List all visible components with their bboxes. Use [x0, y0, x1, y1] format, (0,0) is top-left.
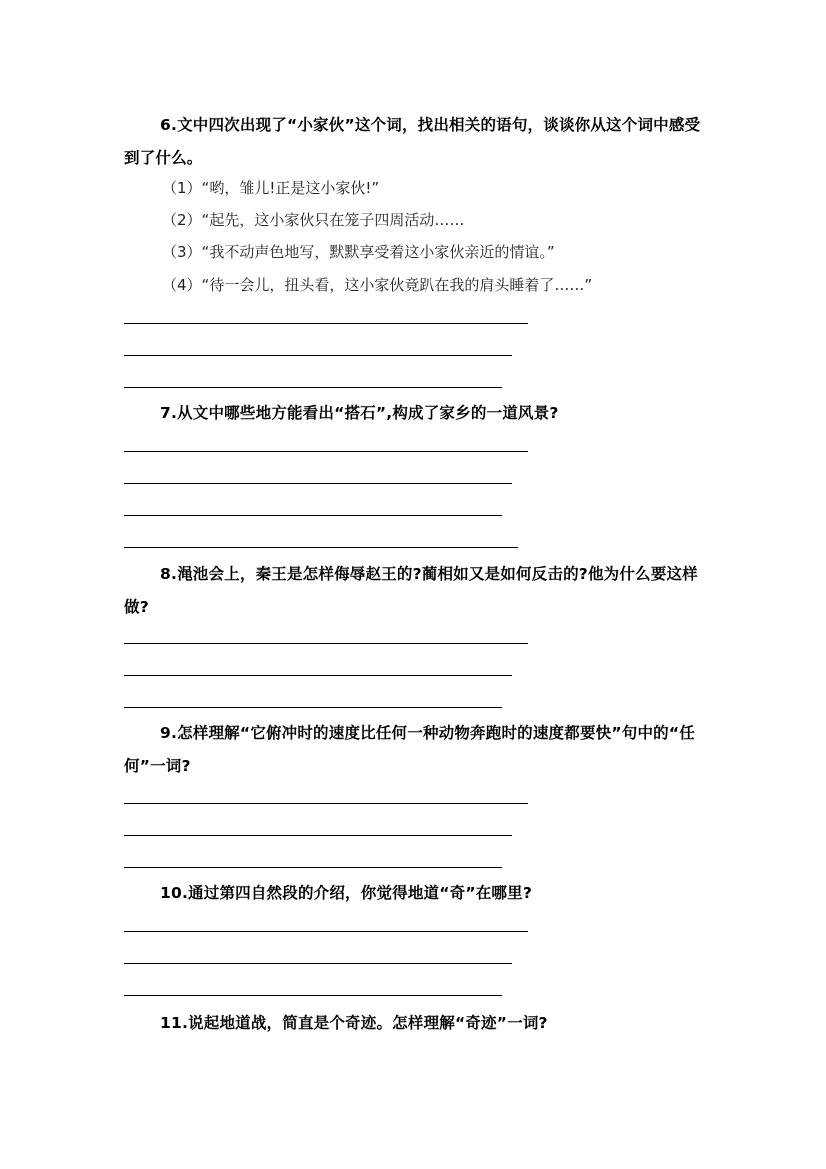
answer-line[interactable] — [124, 835, 512, 836]
answer-line[interactable] — [124, 515, 502, 516]
answer-line[interactable] — [124, 707, 502, 708]
question-6-item-4: （4）“待一会儿，扭头看，这小家伙竟趴在我的肩头睡着了……” — [162, 276, 593, 294]
answer-line[interactable] — [124, 803, 528, 804]
answer-line[interactable] — [124, 675, 512, 676]
question-8: 8.渑池会上，秦王是怎样侮辱赵王的?蔺相如又是如何反击的?他为什么要这样做? — [124, 565, 698, 616]
answer-line[interactable] — [124, 483, 512, 484]
question-6-item-1: （1）“哟，雏儿!正是这小家伙!” — [162, 179, 380, 197]
question-9: 9.怎样理解“它俯冲时的速度比任何一种动物奔跑时的速度都要快”句中的“任何”一词? — [124, 724, 695, 775]
question-6-item-3: （3）“我不动声色地写，默默享受着这小家伙亲近的情谊。” — [162, 243, 555, 261]
answer-line[interactable] — [124, 323, 528, 324]
answer-line[interactable] — [124, 963, 512, 964]
question-10: 10.通过第四自然段的介绍，你觉得地道“奇”在哪里? — [160, 884, 533, 902]
answer-line[interactable] — [124, 931, 528, 932]
question-6-item-2: （2）“起先，这小家伙只在笼子四周活动…… — [162, 211, 465, 229]
answer-line[interactable] — [124, 355, 512, 356]
question-6: 6.文中四次出现了“小家伙”这个词，找出相关的语句，谈谈你从这个词中感受到了什么。 — [124, 116, 701, 167]
question-7: 7.从文中哪些地方能看出“搭石”,构成了家乡的一道风景? — [160, 404, 559, 422]
answer-line[interactable] — [124, 547, 518, 548]
answer-line[interactable] — [124, 451, 528, 452]
answer-line[interactable] — [124, 387, 502, 388]
question-11: 11.说起地道战，简直是个奇迹。怎样理解“奇迹”一词? — [160, 1014, 548, 1032]
answer-line[interactable] — [124, 867, 502, 868]
answer-line[interactable] — [124, 643, 528, 644]
answer-line[interactable] — [124, 995, 502, 996]
